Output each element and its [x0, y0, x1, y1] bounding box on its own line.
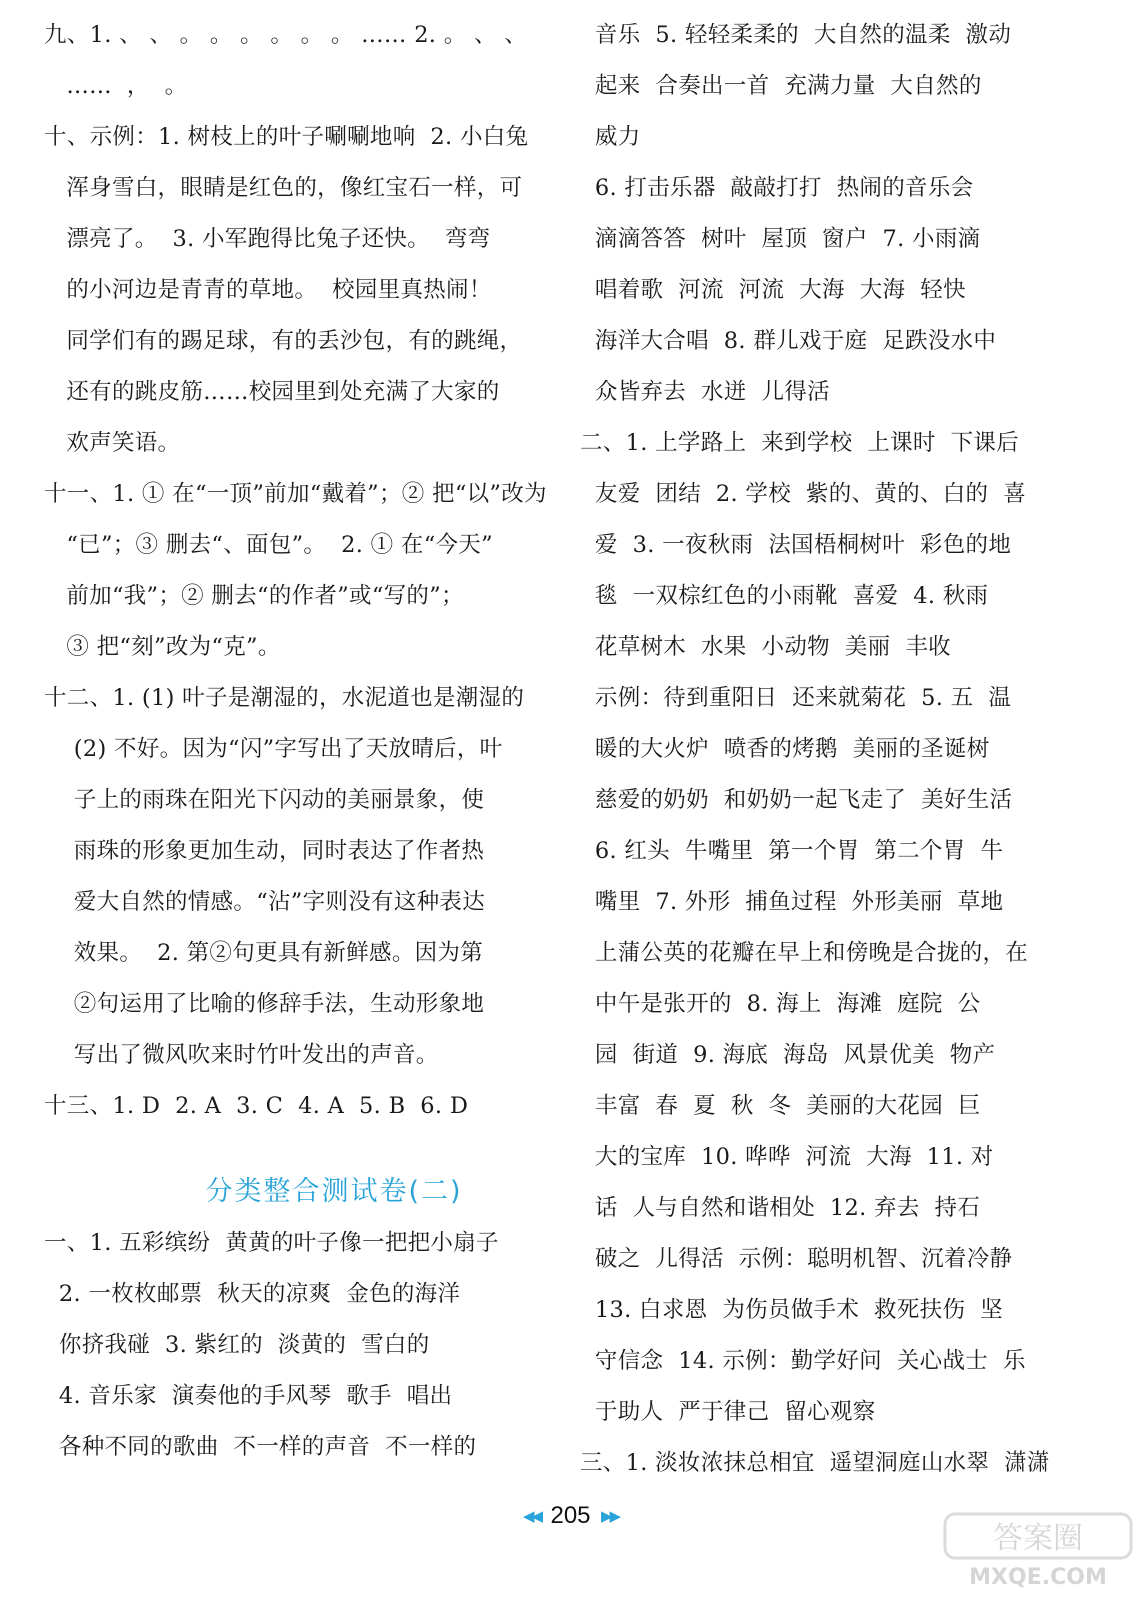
section-title: 分类整合测试卷(二)	[205, 1176, 463, 1207]
answer-line: 暖的大火炉 喷香的烤鹅 美丽的圣诞树	[580, 736, 990, 762]
answer-line: 爱大自然的情感。“沾”字则没有这种表达	[44, 889, 486, 915]
answer-line: 写出了微风吹来时竹叶发出的声音。	[44, 1042, 439, 1068]
answer-line: 一、1. 五彩缤纷 黄黄的叶子像一把把小扇子	[44, 1230, 499, 1256]
left-column	[44, 10, 564, 1473]
answer-line: 2. 一枚枚邮票 秋天的凉爽 金色的海洋	[44, 1281, 461, 1307]
answer-line: 音乐 5. 轻轻柔柔的 大自然的温柔 激动	[580, 22, 1012, 48]
answer-line: 友爱 团结 2. 学校 紫的、黄的、白的 喜	[580, 481, 1027, 507]
answer-line: 6. 打击乐器 敲敲打打 热闹的音乐会	[580, 175, 974, 201]
answer-line: 十二、1. (1) 叶子是潮湿的，水泥道也是潮湿的	[44, 685, 525, 711]
answer-line: 同学们有的踢足球，有的丢沙包，有的跳绳，	[44, 328, 523, 354]
answer-line: 欢声笑语。	[44, 430, 181, 456]
answer-line: 十一、1. ① 在“一顶”前加“戴着”；② 把“以”改为	[44, 481, 547, 507]
right-answers-block	[580, 10, 1100, 1489]
answer-line: 嘴里 7. 外形 捕鱼过程 外形美丽 草地	[580, 889, 1004, 915]
answer-line: 十、示例：1. 树枝上的叶子唰唰地响 2. 小白兔	[44, 124, 529, 150]
answer-line: ③ 把“刻”改为“克”。	[44, 634, 281, 660]
answer-line: 13. 白求恩 为伤员做手术 救死扶伤 坚	[580, 1297, 1003, 1323]
answer-line: 起来 合奏出一首 充满力量 大自然的	[580, 73, 982, 99]
answer-line: 子上的雨珠在阳光下闪动的美丽景象，使	[44, 787, 485, 813]
answer-line: 花草树木 水果 小动物 美丽 丰收	[580, 634, 951, 660]
answer-line: 前加“我”；② 删去“的作者”或“写的”；	[44, 583, 464, 609]
answer-line: 二、1. 上学路上 来到学校 上课时 下课后	[580, 430, 1020, 456]
next-page-arrows[interactable]: ▶▶	[600, 1508, 619, 1525]
answer-line: 还有的跳皮筋……校园里到处充满了大家的	[44, 379, 500, 405]
right-column	[580, 10, 1100, 1489]
answer-line: 各种不同的歌曲 不一样的声音 不一样的	[44, 1434, 477, 1460]
answer-line: (2) 不好。因为“闪”字写出了天放晴后，叶	[44, 736, 503, 762]
answer-line: 唱着歌 河流 河流 大海 大海 轻快	[580, 277, 966, 303]
answer-line: 漂亮了。 3. 小军跑得比兔子还快。 弯弯	[44, 226, 491, 252]
answer-line: 6. 红头 牛嘴里 第一个胃 第二个胃 牛	[580, 838, 1004, 864]
answer-line: 海洋大合唱 8. 群儿戏于庭 足跌没水中	[580, 328, 997, 354]
answer-line: 丰富 春 夏 秋 冬 美丽的大花园 巨	[580, 1093, 981, 1119]
answer-line: 三、1. 淡妆浓抹总相宜 遥望洞庭山水翠 潇潇	[580, 1450, 1050, 1476]
answer-line: 慈爱的奶奶 和奶奶一起飞走了 美好生活	[580, 787, 1013, 813]
answer-line: 上蒲公英的花瓣在早上和傍晚是合拢的，在	[580, 940, 1029, 966]
answer-line: 园 街道 9. 海底 海岛 风景优美 物产	[580, 1042, 996, 1068]
answer-line: 的小河边是青青的草地。 校园里真热闹！	[44, 277, 492, 303]
answer-line: 十三、1. D 2. A 3. C 4. A 5. B 6. D	[44, 1093, 469, 1119]
answer-line: 浑身雪白，眼睛是红色的，像红宝石一样，可	[44, 175, 523, 201]
left-answers-block-2	[44, 1218, 564, 1473]
watermark-text-1: 答案圈	[993, 1521, 1083, 1556]
watermark-logo	[943, 1512, 1133, 1592]
answer-line: 大的宝库 10. 哗哗 河流 大海 11. 对	[580, 1144, 994, 1170]
answer-line: 爱 3. 一夜秋雨 法国梧桐树叶 彩色的地	[580, 532, 1012, 558]
answer-line: 毯 一双棕红色的小雨靴 喜爱 4. 秋雨	[580, 583, 989, 609]
answer-line: 效果。 2. 第②句更具有新鲜感。因为第	[44, 940, 484, 966]
answer-line: 守信念 14. 示例：勤学好问 关心战士 乐	[580, 1348, 1026, 1374]
watermark-text-2: MXQE.COM	[969, 1565, 1107, 1590]
answer-line: 众皆弃去 水迸 儿得活	[580, 379, 830, 405]
answer-line: 九、1. 、 、 。 。 。 。 。 。 …… 2. 。 、 、	[44, 22, 528, 48]
answer-line: 破之 儿得活 示例：聪明机智、沉着冷静	[580, 1246, 1013, 1272]
answer-line: “已”；③ 删去“、面包”。 2. ① 在“今天”	[44, 532, 493, 558]
prev-page-arrows[interactable]: ◀◀	[522, 1508, 541, 1525]
answer-line: ②句运用了比喻的修辞手法，生动形象地	[44, 991, 485, 1017]
answer-line: 话 人与自然和谐相处 12. 弃去 持石	[580, 1195, 981, 1221]
answer-line: 威力	[580, 124, 641, 150]
page-number: 205	[550, 1502, 591, 1529]
answer-line: …… ， 。	[44, 73, 188, 99]
left-answers-block	[44, 10, 564, 1132]
answer-line: 示例：待到重阳日 还来就菊花 5. 五 温	[580, 685, 1012, 711]
answer-line: 于助人 严于律己 留心观察	[580, 1399, 876, 1425]
answer-line: 雨珠的形象更加生动，同时表达了作者热	[44, 838, 485, 864]
answer-line: 你挤我碰 3. 紫红的 淡黄的 雪白的	[44, 1332, 430, 1358]
answer-line: 中午是张开的 8. 海上 海滩 庭院 公	[580, 991, 981, 1017]
answer-line: 滴滴答答 树叶 屋顶 窗户 7. 小雨滴	[580, 226, 981, 252]
answer-line: 4. 音乐家 演奏他的手风琴 歌手 唱出	[44, 1383, 453, 1409]
